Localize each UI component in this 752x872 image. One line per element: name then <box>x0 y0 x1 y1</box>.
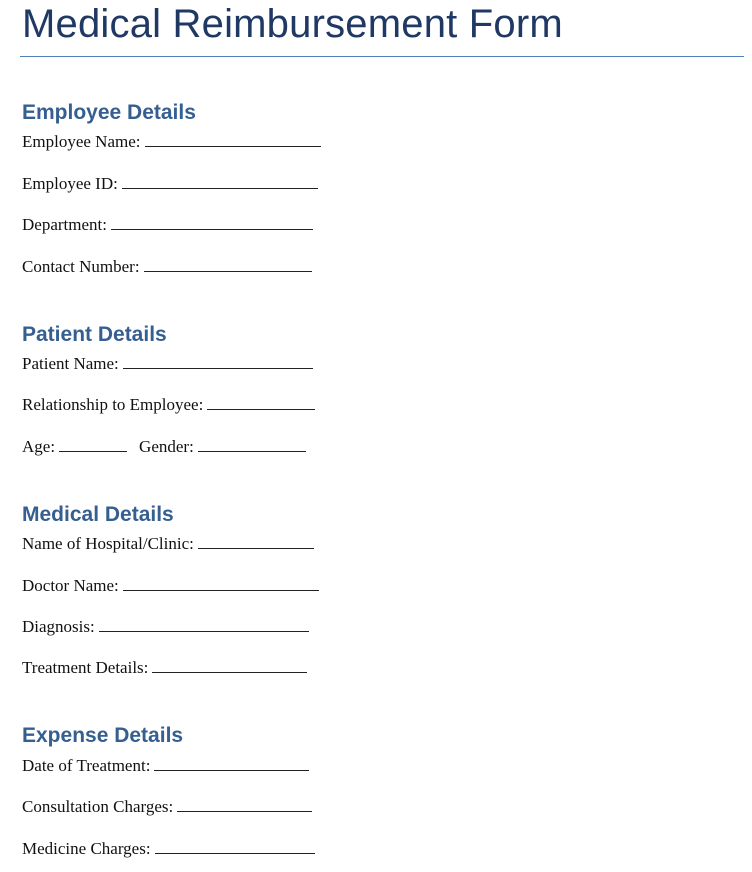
field-employee-name <box>22 131 321 153</box>
field-label: Consultation Charges: <box>22 797 174 816</box>
field-label: Name of Hospital/Clinic: <box>22 534 194 553</box>
field-label: Relationship to Employee: <box>22 395 204 414</box>
field-label: Treatment Details: <box>22 658 149 677</box>
title-divider <box>20 56 744 57</box>
field-label: Employee ID: <box>22 174 118 193</box>
section-heading-employee: Employee Details <box>22 101 196 124</box>
field-label: Patient Name: <box>22 354 119 373</box>
section-heading-expense: Expense Details <box>22 724 184 747</box>
field-label: Contact Number: <box>22 257 140 276</box>
date-of-treatment-blank[interactable] <box>154 756 309 771</box>
field-label: Diagnosis: <box>22 617 95 636</box>
field-contact-number <box>22 256 312 278</box>
patient-name-blank[interactable] <box>123 354 313 369</box>
employee-id-blank[interactable] <box>122 174 318 189</box>
field-label: Age: <box>22 437 56 456</box>
age-blank[interactable] <box>59 437 127 452</box>
contact-number-blank[interactable] <box>144 257 312 272</box>
hospital-blank[interactable] <box>198 534 314 549</box>
field-label: Medicine Charges: <box>22 839 151 858</box>
section-heading-medical: Medical Details <box>22 503 174 526</box>
field-doctor-name <box>22 575 319 597</box>
doctor-name-blank[interactable] <box>123 576 319 591</box>
field-label: Doctor Name: <box>22 576 119 595</box>
field-employee-id <box>22 173 318 195</box>
field-label: Gender: <box>139 437 194 456</box>
field-label: Date of Treatment: <box>22 756 151 775</box>
consultation-charges-blank[interactable] <box>177 797 312 812</box>
diagnosis-blank[interactable] <box>99 617 309 632</box>
section-heading-patient: Patient Details <box>22 323 167 346</box>
field-age-gender <box>22 436 306 458</box>
field-consultation-charges <box>22 796 312 818</box>
field-medicine-charges <box>22 838 315 860</box>
page-title: Medical Reimbursement Form <box>22 2 563 46</box>
gender-blank[interactable] <box>198 437 306 452</box>
field-diagnosis <box>22 616 309 638</box>
field-treatment-details <box>22 657 307 679</box>
treatment-details-blank[interactable] <box>152 658 307 673</box>
department-blank[interactable] <box>111 215 313 230</box>
field-label: Employee Name: <box>22 132 141 151</box>
field-relationship <box>22 394 315 416</box>
field-patient-name <box>22 353 313 375</box>
field-department <box>22 214 313 236</box>
field-label: Department: <box>22 215 107 234</box>
employee-name-blank[interactable] <box>145 132 321 147</box>
relationship-blank[interactable] <box>207 395 315 410</box>
field-date-of-treatment <box>22 755 309 777</box>
field-hospital <box>22 533 314 555</box>
medicine-charges-blank[interactable] <box>155 839 315 854</box>
